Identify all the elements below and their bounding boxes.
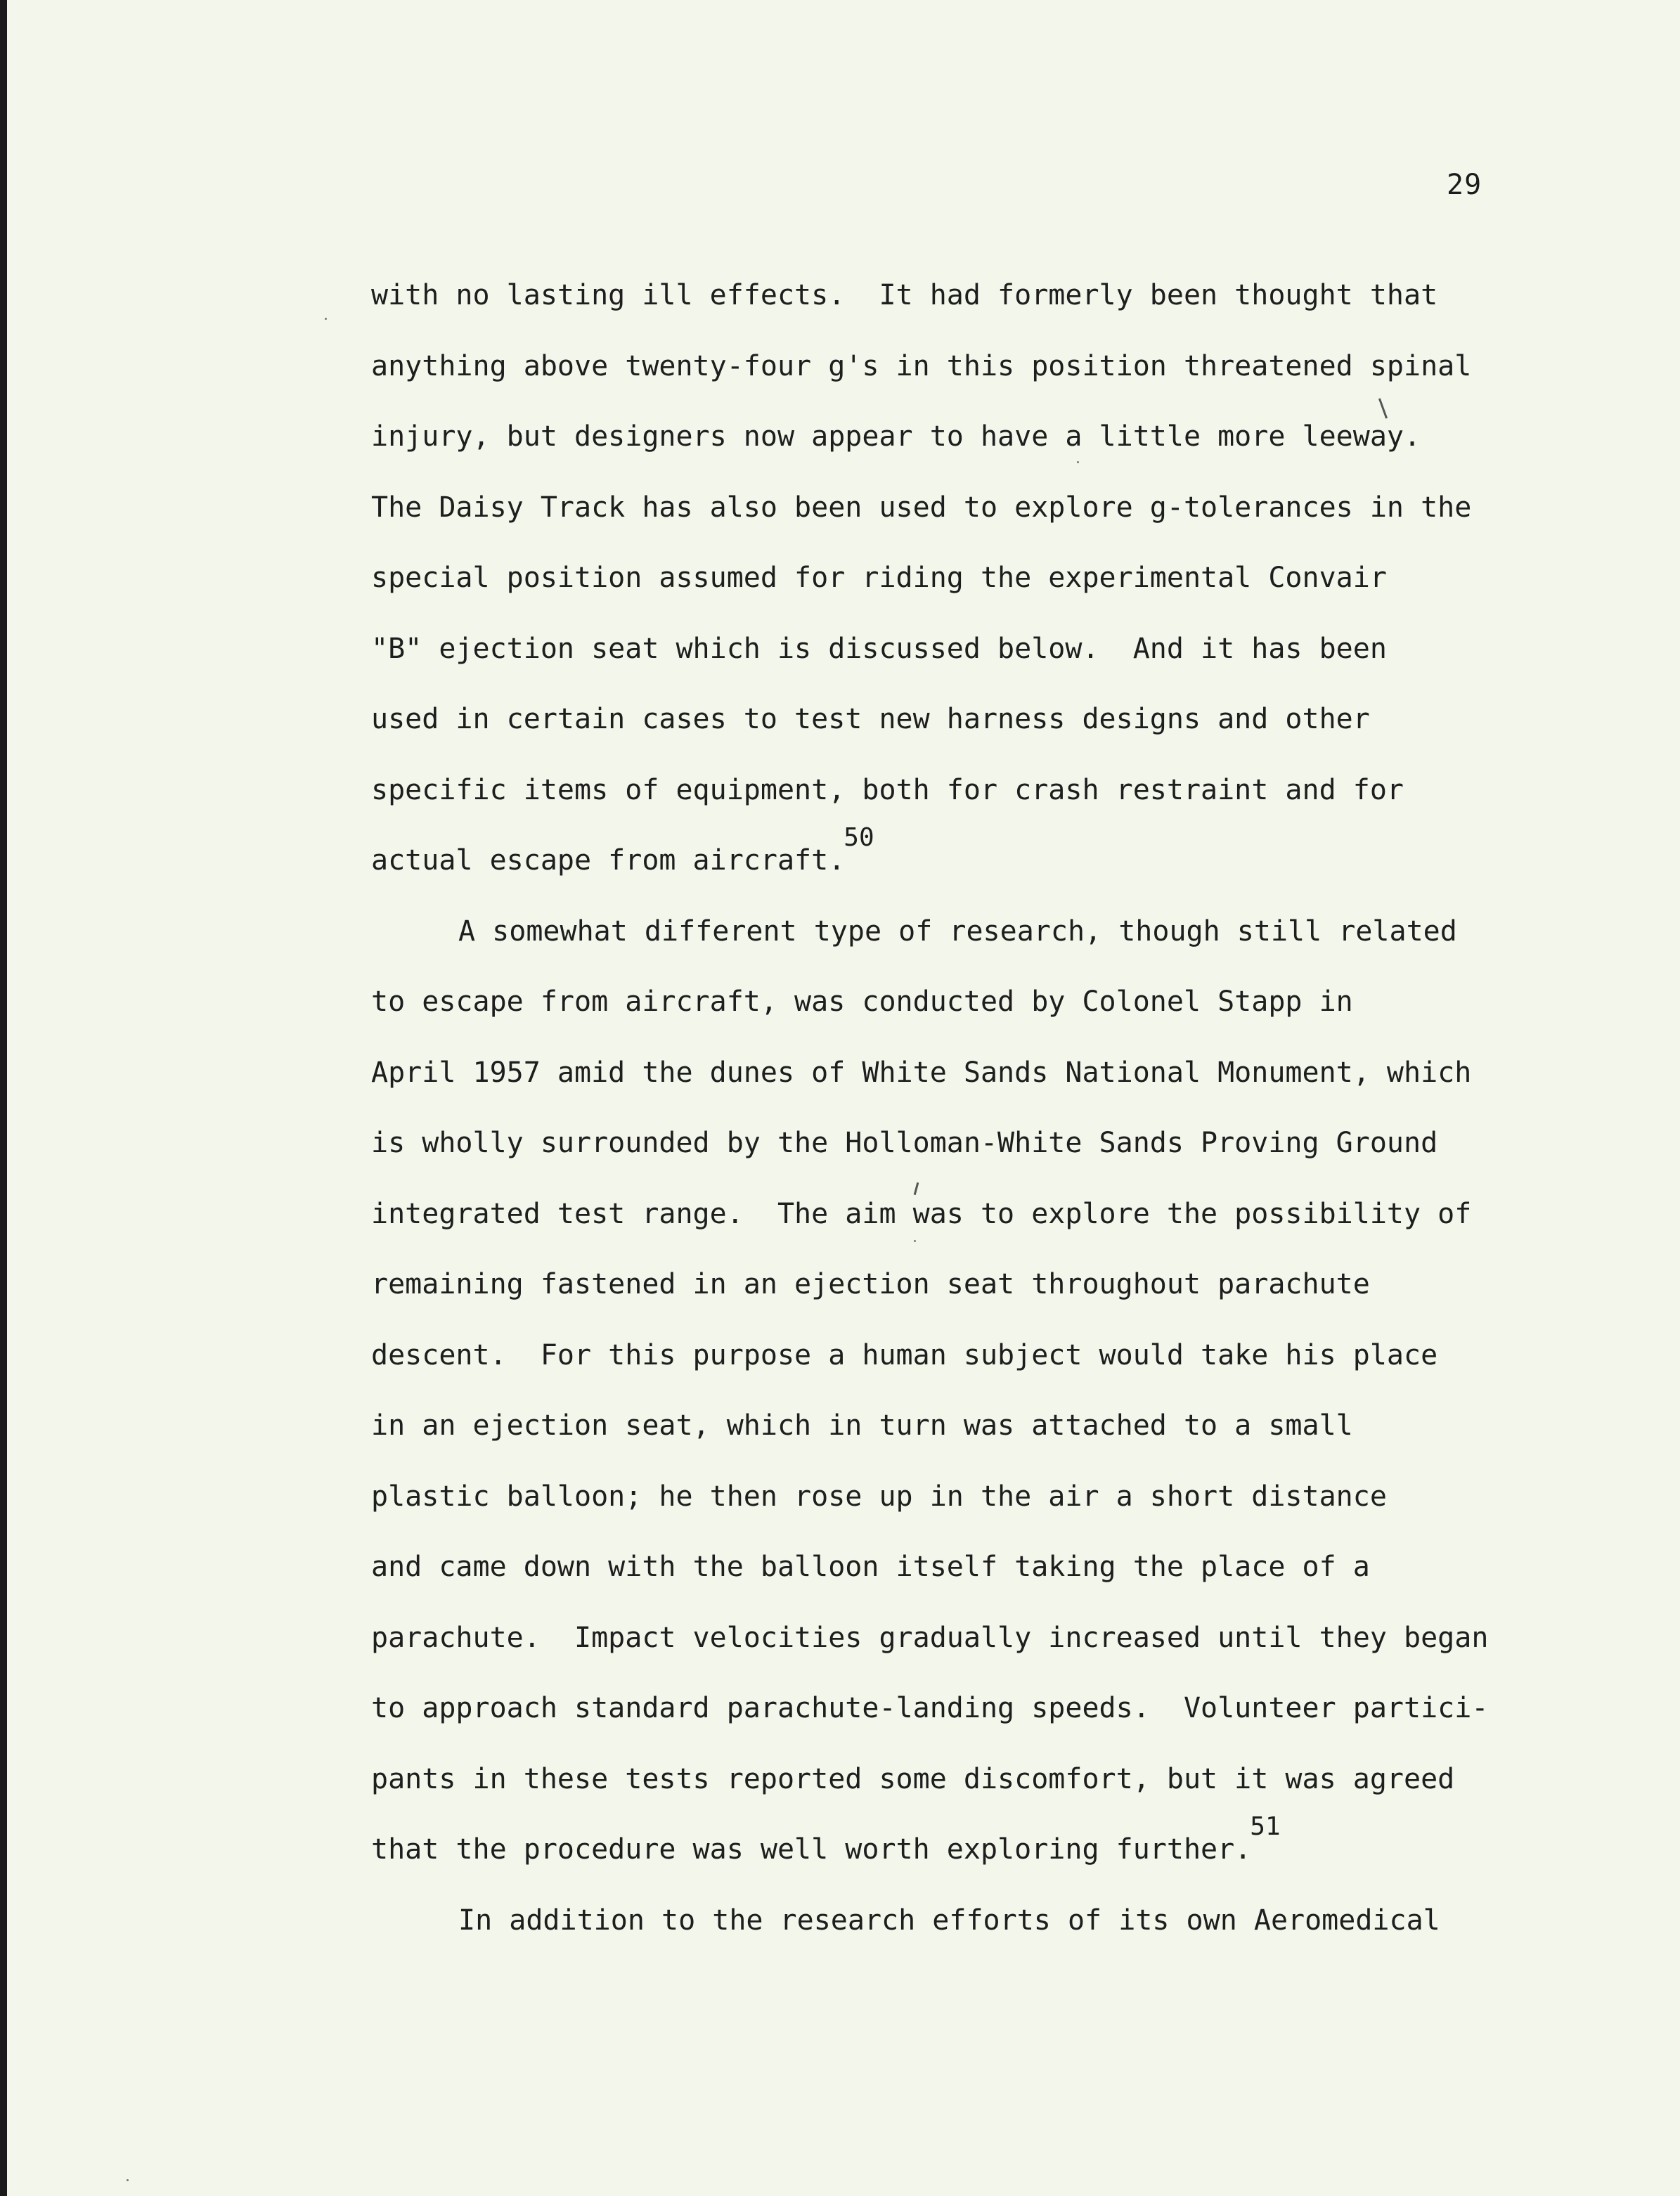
scan-speck	[914, 1240, 916, 1242]
text-line: In addition to the research efforts of its own Aeromedical	[458, 1904, 1440, 1937]
text-line: that the procedure was well worth exploring further.51	[371, 1812, 1281, 1866]
text-line: special position assumed for riding the experimental Convair	[371, 562, 1387, 594]
text-line: actual escape from aircraft.50	[371, 823, 874, 877]
text-line: with no lasting ill effects. It had formerly been thought that	[371, 279, 1438, 311]
text-line: integrated test range. The aim was to explore the possibility of	[371, 1197, 1472, 1230]
text-line: pants in these tests reported some discomfort, but it was agreed	[371, 1762, 1455, 1795]
scan-speck	[325, 318, 327, 320]
text-line: to approach standard parachute-landing speeds. Volunteer partici-	[371, 1692, 1489, 1724]
text-line: "B" ejection seat which is discussed below. And it has been	[371, 632, 1387, 665]
text-line: used in certain cases to test new harness designs and other	[371, 703, 1370, 735]
text-line: descent. For this purpose a human subject would take his place	[371, 1338, 1438, 1371]
scan-speck	[1077, 461, 1079, 463]
text-line: parachute. Impact velocities gradually increased until they began	[371, 1621, 1489, 1654]
text-line: in an ejection seat, which in turn was attached to a small	[371, 1409, 1353, 1442]
text-line: A somewhat different type of research, though still related	[458, 915, 1457, 948]
scan-edge	[0, 0, 7, 2196]
scan-speck	[127, 2179, 129, 2181]
text-line: April 1957 amid the dunes of White Sands National Monument, which	[371, 1056, 1472, 1089]
text-line: and came down with the balloon itself taking the place of a	[371, 1551, 1370, 1583]
text-line: is wholly surrounded by the Holloman-White Sands Proving Ground	[371, 1127, 1438, 1159]
text-line: plastic balloon; he then rose up in the air a short distance	[371, 1480, 1387, 1513]
text-line: specific items of equipment, both for crash restraint and for	[371, 773, 1404, 806]
text-line: to escape from aircraft, was conducted by Colonel Stapp in	[371, 986, 1353, 1018]
body-text	[371, 274, 1566, 1970]
page-number: 29	[1447, 169, 1482, 201]
text-line: injury, but designers now appear to have a little more leeway.	[371, 420, 1421, 453]
footnote-marker: 50	[844, 823, 874, 852]
footnote-marker: 51	[1250, 1812, 1281, 1841]
text-line: The Daisy Track has also been used to explore g-tolerances in the	[371, 491, 1472, 524]
text-line: remaining fastened in an ejection seat throughout parachute	[371, 1268, 1370, 1300]
text-line: anything above twenty-four g's in this position threatened spinal	[371, 349, 1472, 382]
